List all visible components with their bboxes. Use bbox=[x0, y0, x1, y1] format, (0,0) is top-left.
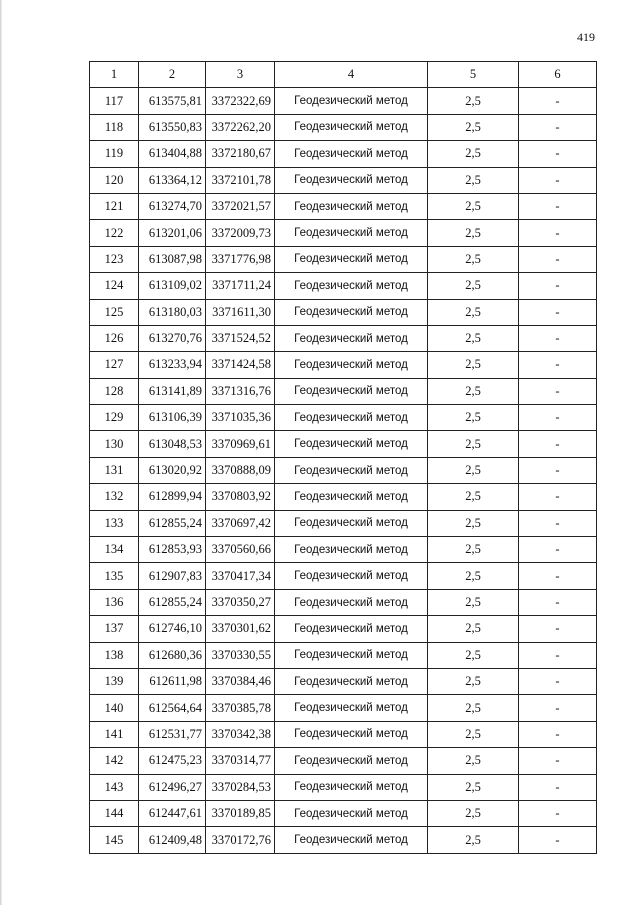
cell-coordinate-y: 3370172,76 bbox=[206, 827, 275, 853]
cell-coordinate-y: 3371424,58 bbox=[206, 352, 275, 378]
cell-coordinate-x: 612564,64 bbox=[139, 695, 206, 721]
cell-accuracy: 2,5 bbox=[428, 695, 519, 721]
cell-note: - bbox=[519, 220, 597, 246]
table-row bbox=[90, 695, 597, 721]
cell-accuracy: 2,5 bbox=[428, 774, 519, 800]
cell-accuracy: 2,5 bbox=[428, 88, 519, 114]
cell-coordinate-x: 613048,53 bbox=[139, 431, 206, 457]
cell-point-number: 125 bbox=[90, 299, 139, 325]
coordinates-table bbox=[89, 61, 597, 854]
table-row bbox=[90, 510, 597, 536]
cell-accuracy: 2,5 bbox=[428, 642, 519, 668]
table-row bbox=[90, 748, 597, 774]
cell-method: Геодезический метод bbox=[275, 299, 428, 325]
cell-coordinate-x: 612855,24 bbox=[139, 510, 206, 536]
cell-coordinate-x: 613404,88 bbox=[139, 141, 206, 167]
cell-coordinate-y: 3370697,42 bbox=[206, 510, 275, 536]
cell-method: Геодезический метод bbox=[275, 484, 428, 510]
cell-accuracy: 2,5 bbox=[428, 273, 519, 299]
cell-note: - bbox=[519, 457, 597, 483]
cell-coordinate-y: 3370560,66 bbox=[206, 537, 275, 563]
cell-point-number: 136 bbox=[90, 589, 139, 615]
cell-accuracy: 2,5 bbox=[428, 616, 519, 642]
cell-note: - bbox=[519, 141, 597, 167]
cell-accuracy: 2,5 bbox=[428, 193, 519, 219]
cell-coordinate-x: 612611,98 bbox=[139, 668, 206, 694]
cell-note: - bbox=[519, 405, 597, 431]
table-row bbox=[90, 299, 597, 325]
table-row bbox=[90, 721, 597, 747]
cell-method: Геодезический метод bbox=[275, 246, 428, 272]
page-number: 419 bbox=[577, 30, 595, 44]
cell-accuracy: 2,5 bbox=[428, 299, 519, 325]
table-header-row bbox=[90, 62, 597, 88]
cell-method: Геодезический метод bbox=[275, 325, 428, 351]
cell-coordinate-x: 613201,06 bbox=[139, 220, 206, 246]
cell-note: - bbox=[519, 325, 597, 351]
cell-point-number: 135 bbox=[90, 563, 139, 589]
cell-point-number: 119 bbox=[90, 141, 139, 167]
cell-coordinate-x: 613364,12 bbox=[139, 167, 206, 193]
cell-note: - bbox=[519, 299, 597, 325]
table-row bbox=[90, 352, 597, 378]
cell-accuracy: 2,5 bbox=[428, 827, 519, 853]
cell-coordinate-x: 612907,83 bbox=[139, 563, 206, 589]
cell-method: Геодезический метод bbox=[275, 668, 428, 694]
cell-note: - bbox=[519, 668, 597, 694]
cell-coordinate-y: 3370350,27 bbox=[206, 589, 275, 615]
cell-coordinate-y: 3370969,61 bbox=[206, 431, 275, 457]
cell-point-number: 120 bbox=[90, 167, 139, 193]
table-row bbox=[90, 193, 597, 219]
cell-coordinate-y: 3370189,85 bbox=[206, 800, 275, 826]
cell-coordinate-y: 3372262,20 bbox=[206, 114, 275, 140]
cell-note: - bbox=[519, 800, 597, 826]
cell-note: - bbox=[519, 484, 597, 510]
cell-method: Геодезический метод bbox=[275, 352, 428, 378]
cell-accuracy: 2,5 bbox=[428, 141, 519, 167]
table-row bbox=[90, 668, 597, 694]
cell-point-number: 137 bbox=[90, 616, 139, 642]
cell-method: Геодезический метод bbox=[275, 748, 428, 774]
cell-coordinate-y: 3371316,76 bbox=[206, 378, 275, 404]
cell-point-number: 128 bbox=[90, 378, 139, 404]
cell-accuracy: 2,5 bbox=[428, 325, 519, 351]
cell-note: - bbox=[519, 563, 597, 589]
cell-method: Геодезический метод bbox=[275, 88, 428, 114]
cell-point-number: 132 bbox=[90, 484, 139, 510]
cell-accuracy: 2,5 bbox=[428, 563, 519, 589]
cell-note: - bbox=[519, 167, 597, 193]
cell-point-number: 130 bbox=[90, 431, 139, 457]
cell-coordinate-x: 612899,94 bbox=[139, 484, 206, 510]
cell-note: - bbox=[519, 431, 597, 457]
cell-coordinate-x: 612746,10 bbox=[139, 616, 206, 642]
cell-note: - bbox=[519, 193, 597, 219]
cell-coordinate-y: 3370301,62 bbox=[206, 616, 275, 642]
cell-note: - bbox=[519, 589, 597, 615]
cell-note: - bbox=[519, 114, 597, 140]
cell-coordinate-x: 613233,94 bbox=[139, 352, 206, 378]
cell-coordinate-y: 3370330,55 bbox=[206, 642, 275, 668]
cell-note: - bbox=[519, 642, 597, 668]
cell-point-number: 143 bbox=[90, 774, 139, 800]
cell-coordinate-x: 612475,23 bbox=[139, 748, 206, 774]
cell-accuracy: 2,5 bbox=[428, 220, 519, 246]
cell-coordinate-y: 3370888,09 bbox=[206, 457, 275, 483]
cell-point-number: 140 bbox=[90, 695, 139, 721]
cell-note: - bbox=[519, 510, 597, 536]
cell-point-number: 127 bbox=[90, 352, 139, 378]
cell-point-number: 117 bbox=[90, 88, 139, 114]
cell-point-number: 124 bbox=[90, 273, 139, 299]
table-row bbox=[90, 431, 597, 457]
cell-accuracy: 2,5 bbox=[428, 589, 519, 615]
cell-method: Геодезический метод bbox=[275, 405, 428, 431]
cell-note: - bbox=[519, 378, 597, 404]
cell-accuracy: 2,5 bbox=[428, 405, 519, 431]
cell-method: Геодезический метод bbox=[275, 378, 428, 404]
cell-coordinate-x: 613274,70 bbox=[139, 193, 206, 219]
table-row bbox=[90, 616, 597, 642]
table-row bbox=[90, 800, 597, 826]
table-row bbox=[90, 827, 597, 853]
table-row bbox=[90, 114, 597, 140]
table-row bbox=[90, 141, 597, 167]
table-row bbox=[90, 220, 597, 246]
cell-note: - bbox=[519, 721, 597, 747]
cell-point-number: 138 bbox=[90, 642, 139, 668]
table-row bbox=[90, 642, 597, 668]
table-row bbox=[90, 484, 597, 510]
cell-method: Геодезический метод bbox=[275, 827, 428, 853]
cell-point-number: 144 bbox=[90, 800, 139, 826]
cell-method: Геодезический метод bbox=[275, 800, 428, 826]
cell-method: Геодезический метод bbox=[275, 537, 428, 563]
table-row bbox=[90, 563, 597, 589]
cell-point-number: 122 bbox=[90, 220, 139, 246]
cell-coordinate-y: 3370314,77 bbox=[206, 748, 275, 774]
cell-point-number: 145 bbox=[90, 827, 139, 853]
cell-method: Геодезический метод bbox=[275, 273, 428, 299]
cell-note: - bbox=[519, 695, 597, 721]
table-row bbox=[90, 774, 597, 800]
cell-coordinate-x: 613109,02 bbox=[139, 273, 206, 299]
cell-method: Геодезический метод bbox=[275, 616, 428, 642]
cell-accuracy: 2,5 bbox=[428, 721, 519, 747]
cell-coordinate-x: 612680,36 bbox=[139, 642, 206, 668]
cell-point-number: 121 bbox=[90, 193, 139, 219]
table-row bbox=[90, 378, 597, 404]
table-row bbox=[90, 273, 597, 299]
page-edge bbox=[0, 0, 2, 905]
cell-coordinate-x: 613020,92 bbox=[139, 457, 206, 483]
column-header-1: 1 bbox=[90, 62, 139, 88]
cell-method: Геодезический метод bbox=[275, 141, 428, 167]
cell-method: Геодезический метод bbox=[275, 193, 428, 219]
cell-coordinate-x: 613575,81 bbox=[139, 88, 206, 114]
cell-coordinate-x: 612853,93 bbox=[139, 537, 206, 563]
cell-accuracy: 2,5 bbox=[428, 457, 519, 483]
cell-coordinate-x: 613550,83 bbox=[139, 114, 206, 140]
cell-accuracy: 2,5 bbox=[428, 378, 519, 404]
cell-coordinate-y: 3371035,36 bbox=[206, 405, 275, 431]
cell-coordinate-y: 3370384,46 bbox=[206, 668, 275, 694]
table-body bbox=[90, 88, 597, 853]
cell-method: Геодезический метод bbox=[275, 220, 428, 246]
cell-method: Геодезический метод bbox=[275, 114, 428, 140]
cell-coordinate-y: 3372322,69 bbox=[206, 88, 275, 114]
cell-coordinate-y: 3370803,92 bbox=[206, 484, 275, 510]
cell-point-number: 142 bbox=[90, 748, 139, 774]
cell-coordinate-y: 3370284,53 bbox=[206, 774, 275, 800]
cell-point-number: 141 bbox=[90, 721, 139, 747]
cell-coordinate-x: 613087,98 bbox=[139, 246, 206, 272]
cell-accuracy: 2,5 bbox=[428, 352, 519, 378]
cell-method: Геодезический метод bbox=[275, 457, 428, 483]
cell-coordinate-y: 3371611,30 bbox=[206, 299, 275, 325]
column-header-6: 6 bbox=[519, 62, 597, 88]
cell-method: Геодезический метод bbox=[275, 721, 428, 747]
cell-method: Геодезический метод bbox=[275, 642, 428, 668]
cell-coordinate-y: 3370342,38 bbox=[206, 721, 275, 747]
cell-point-number: 118 bbox=[90, 114, 139, 140]
cell-coordinate-x: 613106,39 bbox=[139, 405, 206, 431]
cell-note: - bbox=[519, 88, 597, 114]
cell-coordinate-y: 3371711,24 bbox=[206, 273, 275, 299]
cell-coordinate-y: 3370385,78 bbox=[206, 695, 275, 721]
cell-coordinate-x: 612447,61 bbox=[139, 800, 206, 826]
table-row bbox=[90, 88, 597, 114]
cell-method: Геодезический метод bbox=[275, 510, 428, 536]
table-row bbox=[90, 589, 597, 615]
cell-point-number: 126 bbox=[90, 325, 139, 351]
cell-point-number: 129 bbox=[90, 405, 139, 431]
cell-method: Геодезический метод bbox=[275, 695, 428, 721]
table-row bbox=[90, 537, 597, 563]
table-row bbox=[90, 325, 597, 351]
column-header-2: 2 bbox=[139, 62, 206, 88]
cell-method: Геодезический метод bbox=[275, 167, 428, 193]
cell-note: - bbox=[519, 774, 597, 800]
cell-point-number: 131 bbox=[90, 457, 139, 483]
cell-point-number: 123 bbox=[90, 246, 139, 272]
cell-accuracy: 2,5 bbox=[428, 114, 519, 140]
table-row bbox=[90, 167, 597, 193]
cell-method: Геодезический метод bbox=[275, 563, 428, 589]
cell-coordinate-y: 3372021,57 bbox=[206, 193, 275, 219]
cell-note: - bbox=[519, 748, 597, 774]
cell-coordinate-x: 612531,77 bbox=[139, 721, 206, 747]
cell-accuracy: 2,5 bbox=[428, 668, 519, 694]
table-row bbox=[90, 457, 597, 483]
cell-coordinate-y: 3370417,34 bbox=[206, 563, 275, 589]
column-header-5: 5 bbox=[428, 62, 519, 88]
table-row bbox=[90, 405, 597, 431]
cell-point-number: 134 bbox=[90, 537, 139, 563]
cell-note: - bbox=[519, 537, 597, 563]
table-row bbox=[90, 246, 597, 272]
cell-point-number: 139 bbox=[90, 668, 139, 694]
cell-method: Геодезический метод bbox=[275, 431, 428, 457]
cell-coordinate-y: 3372101,78 bbox=[206, 167, 275, 193]
cell-note: - bbox=[519, 616, 597, 642]
cell-coordinate-x: 612409,48 bbox=[139, 827, 206, 853]
cell-coordinate-y: 3372180,67 bbox=[206, 141, 275, 167]
cell-accuracy: 2,5 bbox=[428, 748, 519, 774]
column-header-4: 4 bbox=[275, 62, 428, 88]
cell-coordinate-x: 613180,03 bbox=[139, 299, 206, 325]
cell-coordinate-x: 613270,76 bbox=[139, 325, 206, 351]
cell-note: - bbox=[519, 246, 597, 272]
cell-accuracy: 2,5 bbox=[428, 800, 519, 826]
cell-accuracy: 2,5 bbox=[428, 167, 519, 193]
cell-coordinate-y: 3371776,98 bbox=[206, 246, 275, 272]
cell-note: - bbox=[519, 352, 597, 378]
cell-accuracy: 2,5 bbox=[428, 484, 519, 510]
cell-coordinate-x: 612496,27 bbox=[139, 774, 206, 800]
cell-method: Геодезический метод bbox=[275, 774, 428, 800]
cell-note: - bbox=[519, 827, 597, 853]
cell-coordinate-y: 3372009,73 bbox=[206, 220, 275, 246]
cell-point-number: 133 bbox=[90, 510, 139, 536]
cell-method: Геодезический метод bbox=[275, 589, 428, 615]
cell-accuracy: 2,5 bbox=[428, 246, 519, 272]
cell-accuracy: 2,5 bbox=[428, 510, 519, 536]
cell-accuracy: 2,5 bbox=[428, 537, 519, 563]
cell-note: - bbox=[519, 273, 597, 299]
cell-accuracy: 2,5 bbox=[428, 431, 519, 457]
column-header-3: 3 bbox=[206, 62, 275, 88]
cell-coordinate-x: 613141,89 bbox=[139, 378, 206, 404]
cell-coordinate-x: 612855,24 bbox=[139, 589, 206, 615]
cell-coordinate-y: 3371524,52 bbox=[206, 325, 275, 351]
